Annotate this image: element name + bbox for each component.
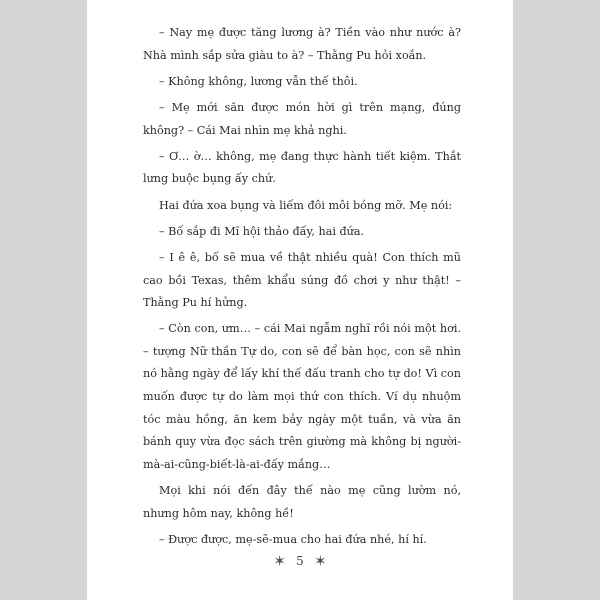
paragraph: – Được được, mẹ-sẽ-mua cho hai đứa nhé, hí hí. xyxy=(159,532,427,546)
page-footer xyxy=(87,549,513,573)
star-icon: ✶ xyxy=(273,551,286,570)
book-page xyxy=(87,0,513,600)
paragraph: – Còn con, ưm… – cái Mai ngẫm nghĩ rồi nói một hơi. – tượng Nữ thần Tự do, con sẽ để bàn học, con sẽ nhìn nó hằng ngày để lấy khí thế đấu tranh cho tự do! Vì con muốn được tự do làm mọi thứ con thích. Ví dụ nhuộm tóc màu hồng, ăn kem bảy ngày một tuần, và vừa ăn bánh quy vừa đọc sách trên giường mà không bị người-mà-ai-cũng-biết-là-ai-đấy mắng… xyxy=(143,322,461,471)
page-number: 5 xyxy=(296,554,304,568)
paragraph: Hai đứa xoa bụng và liếm đôi môi bóng mỡ. Mẹ nói: xyxy=(159,198,453,212)
paragraph: – Nay mẹ được tăng lương à? Tiền vào như nước à? Nhà mình sắp sửa giàu to à? – Thằng Pu hỏi xoắn. xyxy=(143,26,461,62)
page-body xyxy=(143,22,461,555)
paragraph: Mọi khi nói đến đây thế nào mẹ cũng lườm nó, nhưng hôm nay, không hề! xyxy=(143,484,461,520)
star-icon: ✶ xyxy=(314,551,327,570)
paragraph: – Ơ… ờ… không, mẹ đang thực hành tiết kiệm. Thắt lưng buộc bụng ấy chứ. xyxy=(143,149,461,186)
paragraph: – Bố sắp đi Mĩ hội thảo đấy, hai đứa. xyxy=(159,224,365,238)
paragraph: – Mẹ mới săn được món hời gì trên mạng, đúng không? – Cái Mai nhìn mẹ khả nghi. xyxy=(143,100,461,137)
paragraph: – Không không, lương vẫn thế thôi. xyxy=(159,74,358,88)
paragraph: – I ê ê, bố sẽ mua về thật nhiều quà! Con thích mũ cao bồi Texas, thêm khẩu súng đồ chơi y như thật! – Thằng Pu hí hửng. xyxy=(143,250,461,310)
